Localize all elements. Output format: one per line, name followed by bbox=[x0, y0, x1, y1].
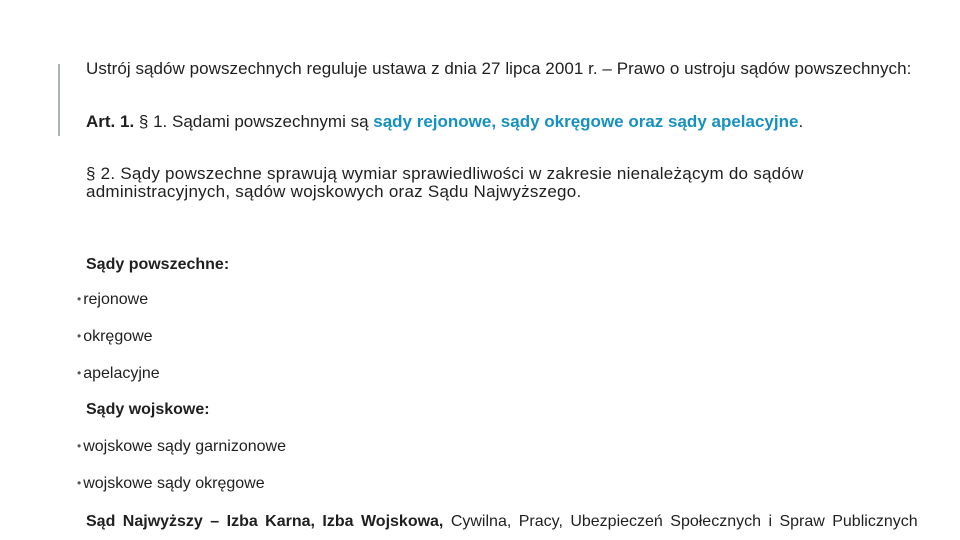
list-item-label: apelacyjne bbox=[83, 365, 160, 382]
supreme-court-paragraph bbox=[86, 510, 918, 534]
bullet-icon: • bbox=[77, 439, 82, 453]
list-item bbox=[77, 291, 148, 309]
supreme-court-text: Cywilna, Pracy, Ubezpieczeń Społecznych i Spraw Publicznych bbox=[443, 513, 918, 530]
accent-bar bbox=[58, 64, 60, 136]
court-types-highlight: sądy rejonowe, sądy okręgowe oraz sądy apelacyjne bbox=[373, 112, 799, 131]
bullet-icon: • bbox=[77, 476, 82, 490]
bullet-icon: • bbox=[77, 292, 82, 306]
list-item bbox=[77, 365, 160, 383]
article-1-text: § 1. Sądami powszechnymi są bbox=[134, 112, 374, 131]
article-label: Art. 1. bbox=[86, 112, 135, 131]
supreme-court-bold: Sąd Najwyższy – Izba Karna, Izba Wojskowa, bbox=[86, 513, 444, 530]
list-item-label: wojskowe sądy okręgowe bbox=[83, 475, 265, 492]
list-item-label: okręgowe bbox=[83, 328, 153, 345]
military-courts-heading: Sądy wojskowe: bbox=[86, 401, 210, 418]
list-item-label: rejonowe bbox=[83, 291, 149, 308]
intro-paragraph: Ustrój sądów powszechnych reguluje ustawa z dnia 27 lipca 2001 r. – Prawo o ustroju sądów powszechnych: bbox=[86, 59, 912, 78]
article-1-paragraph bbox=[86, 113, 926, 131]
bullet-icon: • bbox=[77, 366, 82, 380]
bullet-icon: • bbox=[77, 329, 82, 343]
paragraph-2: § 2. Sądy powszechne sprawują wymiar sprawiedliwości w zakresie nienależącym do sądów administracyjnych, sądów wojskowych oraz Sądu Najwyższego. bbox=[86, 164, 804, 201]
common-courts-heading: Sądy powszechne: bbox=[86, 256, 230, 273]
list-item bbox=[77, 328, 153, 346]
list-item bbox=[77, 475, 265, 493]
article-1-end: . bbox=[798, 112, 804, 131]
list-item bbox=[77, 438, 286, 456]
list-item-label: wojskowe sądy garnizonowe bbox=[83, 438, 286, 455]
